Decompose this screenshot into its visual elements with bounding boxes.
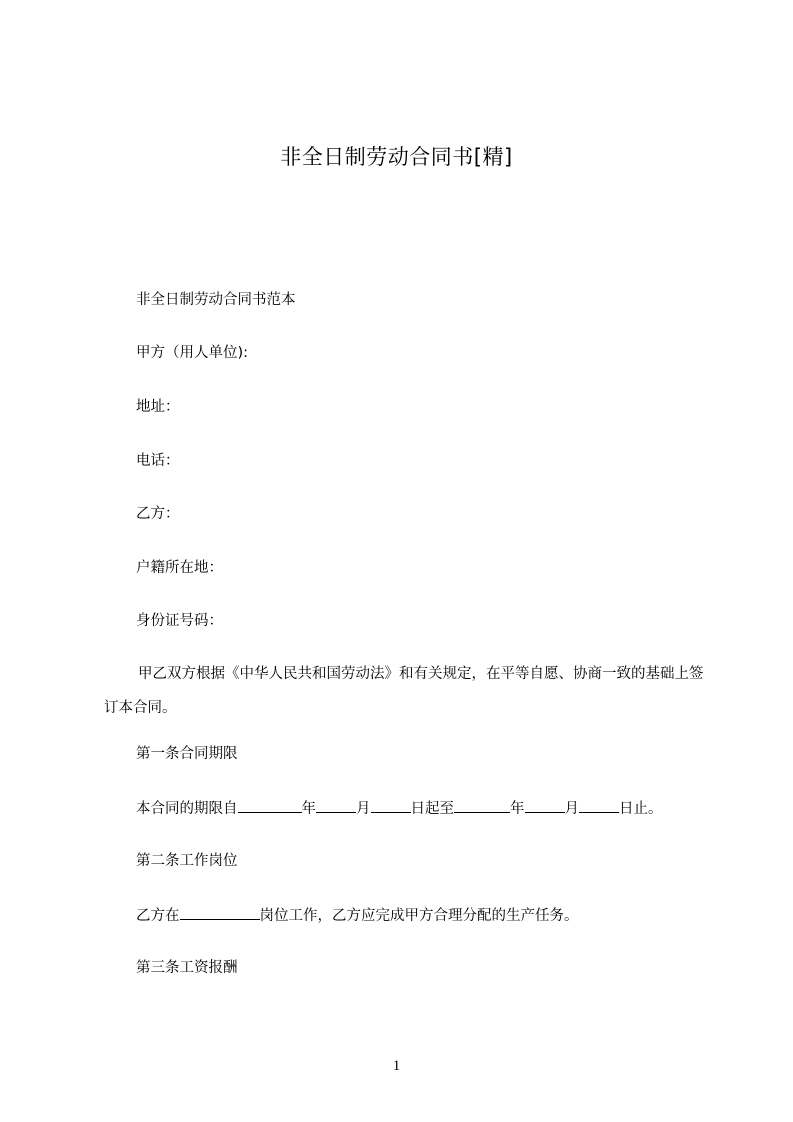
party-a-label: 甲方（用人单位): <box>136 345 249 361</box>
document-title: 非全日制劳动合同书[精] <box>280 145 513 169</box>
article-1-part-6: 月 <box>564 801 579 817</box>
article-1-part-4: 日起至 <box>410 801 454 817</box>
preamble-paragraph <box>104 657 704 725</box>
article-1-part-2: 年 <box>301 801 316 817</box>
article-2-title: 第二条工作岗位 <box>136 853 238 869</box>
household-registration-label: 户籍所在地： <box>136 560 223 576</box>
article-2-text <box>136 905 579 926</box>
article-1-part-7: 日止。 <box>619 801 663 817</box>
article-3-title: 第三条工资报酬 <box>136 960 238 976</box>
end-year-blank <box>454 798 510 813</box>
id-number-label: 身份证号码： <box>136 613 223 629</box>
start-month-blank <box>316 798 356 813</box>
article-2-part-1: 乙方在 <box>136 908 180 924</box>
article-1-title: 第一条合同期限 <box>136 746 238 762</box>
article-1-text <box>136 798 663 819</box>
contract-template-heading: 非全日制劳动合同书范本 <box>136 292 296 308</box>
phone-label: 电话： <box>136 453 180 469</box>
party-b-label: 乙方： <box>136 506 180 522</box>
start-year-blank <box>238 798 302 813</box>
article-1-part-5: 年 <box>510 801 525 817</box>
end-day-blank <box>579 798 619 813</box>
preamble-text: 甲乙双方根据《中华人民共和国劳动法》和有关规定，在平等自愿、协商一致的基础上签订本合同。 <box>104 666 704 716</box>
article-1-part-1: 本合同的期限自 <box>136 801 238 817</box>
page-number: 1 <box>392 1058 401 1074</box>
end-month-blank <box>525 798 565 813</box>
address-label: 地址： <box>136 399 180 415</box>
start-day-blank <box>371 798 411 813</box>
article-2-part-2: 岗位工作，乙方应完成甲方合理分配的生产任务。 <box>259 908 579 924</box>
position-blank <box>180 905 260 920</box>
article-1-part-3: 月 <box>356 801 371 817</box>
